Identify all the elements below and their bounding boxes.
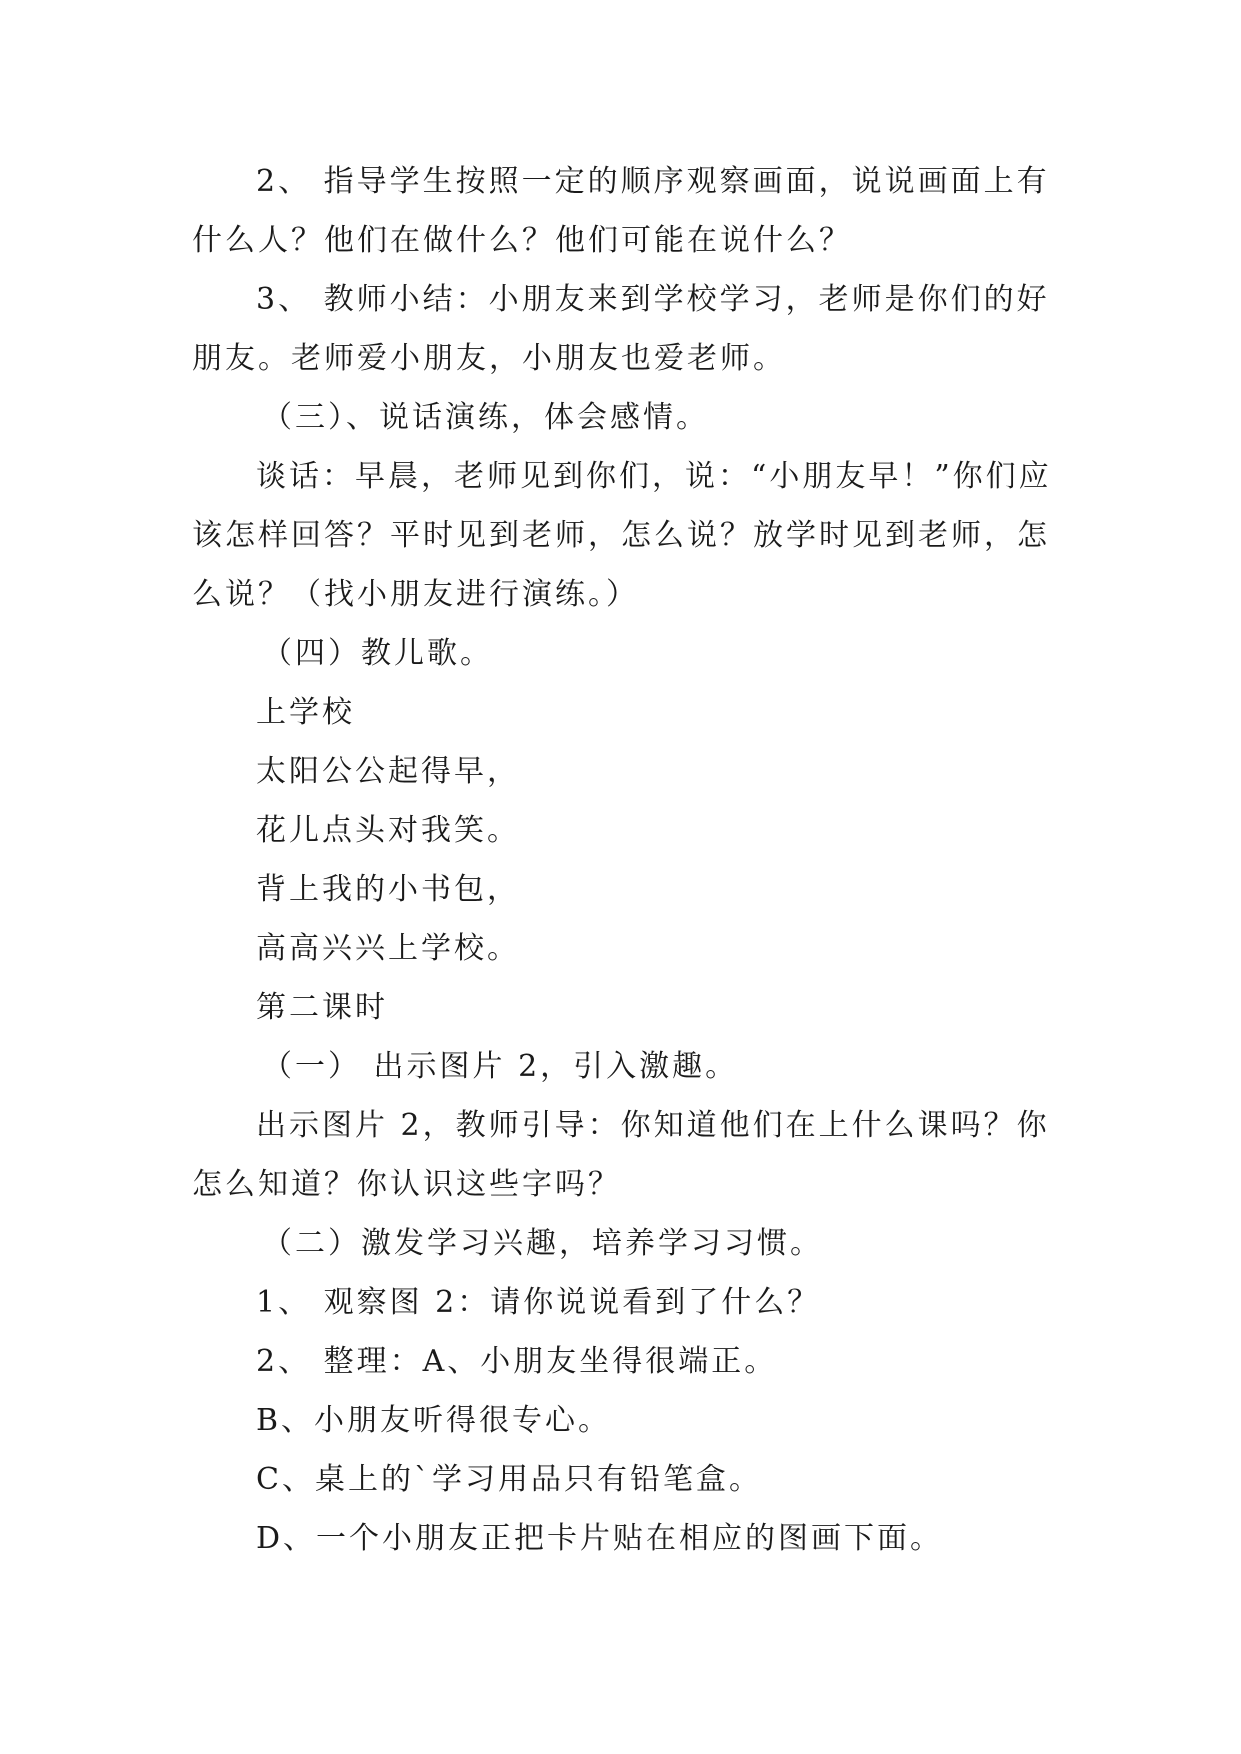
paragraph-line: 该怎样回答？平时见到老师，怎么说？放学时见到老师，怎 [192, 518, 1050, 553]
section-heading: （四）教儿歌。 [262, 636, 493, 671]
paragraph-line: 谈话：早晨，老师见到你们，说：“小朋友早！”你们应 [256, 459, 1052, 494]
paragraph-line: 朋友。老师爱小朋友，小朋友也爱老师。 [192, 341, 786, 376]
poem-line: 花儿点头对我笑。 [256, 813, 520, 848]
section-heading: （三）、说话演练，体会感情。 [262, 400, 709, 435]
poem-line: 太阳公公起得早， [256, 754, 520, 789]
paragraph-line: 3、 教师小结：小朋友来到学校学习，老师是你们的好 [256, 282, 1050, 317]
paragraph-line: 什么人？他们在做什么？他们可能在说什么？ [192, 223, 852, 258]
document-body [192, 160, 1058, 1576]
paragraph-line: B、小朋友听得很专心。 [256, 1403, 612, 1438]
paragraph-line: D、一个小朋友正把卡片贴在相应的图画下面。 [256, 1521, 944, 1556]
paragraph-line: 出示图片 2，教师引导：你知道他们在上什么课吗？你 [256, 1108, 1050, 1143]
poem-title: 上学校 [256, 695, 355, 730]
paragraph-line: 2、 指导学生按照一定的顺序观察画面，说说画面上有 [256, 164, 1050, 199]
lesson-heading: 第二课时 [256, 990, 388, 1025]
paragraph-line: 2、 整理：A、小朋友坐得很端正。 [256, 1344, 778, 1379]
paragraph-line: 么说？（找小朋友进行演练。） [192, 577, 639, 612]
paragraph-line: C、桌上的`学习用品只有铅笔盒。 [256, 1462, 762, 1497]
section-heading: （一） 出示图片 2，引入激趣。 [262, 1049, 739, 1084]
poem-line: 背上我的小书包， [256, 872, 520, 907]
paragraph-line: 1、 观察图 2：请你说说看到了什么？ [256, 1285, 821, 1320]
paragraph-line: 怎么知道？你认识这些字吗？ [192, 1167, 621, 1202]
poem-line: 高高兴兴上学校。 [256, 931, 520, 966]
section-heading: （二）激发学习兴趣，培养学习习惯。 [262, 1226, 823, 1261]
